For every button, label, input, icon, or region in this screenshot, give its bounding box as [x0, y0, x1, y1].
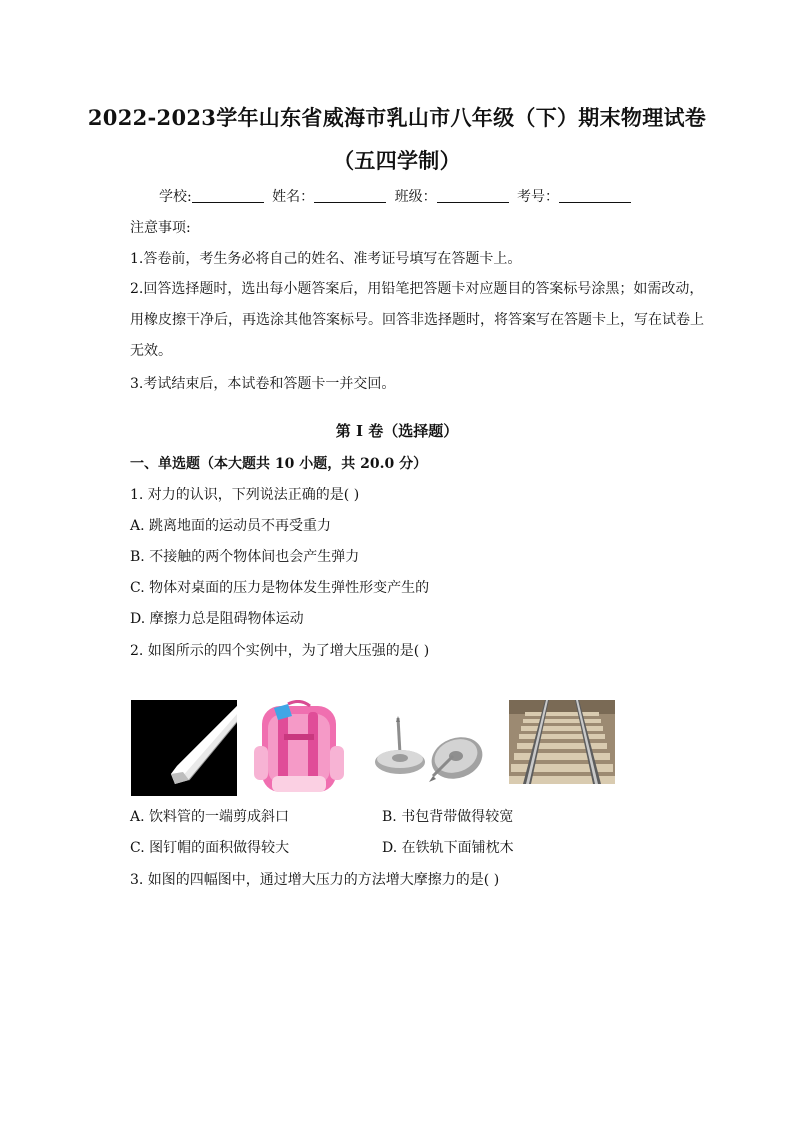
question-1-stem: 1. 对力的认识，下列说法正确的是( )	[130, 487, 360, 503]
notice-item-1: 1.答卷前，考生务必将自己的姓名、准考证号填写在答题卡上。	[130, 251, 522, 267]
notice-item-2: 2.回答选择题时，选出每小题答案后，用铅笔把答题卡对应题目的答案标号涂黑；如需改动，用橡皮擦干净后，再选涂其他答案标号。回答非选择题时，将答案写在答题卡上，写在试卷上无效。	[130, 281, 704, 359]
straw-image	[131, 700, 237, 796]
question-1-option-d: D. 摩擦力总是阻碍物体运动	[130, 611, 304, 627]
question-1-option-a: A. 跳离地面的运动员不再受重力	[130, 518, 332, 534]
class-label: 班级：	[394, 189, 437, 205]
notice-item-3: 3.考试结束后，本试卷和答题卡一并交回。	[130, 376, 396, 392]
question-1-option-b: B. 不接触的两个物体间也会产生弹力	[130, 549, 360, 565]
name-blank[interactable]	[314, 188, 386, 203]
question-1-option-c: C. 物体对桌面的压力是物体发生弹性形变产生的	[130, 580, 430, 596]
exam-number-blank[interactable]	[559, 188, 631, 203]
section-heading: 一、单选题（本大题共 10 小题，共 20.0 分）	[130, 456, 428, 472]
question-3-stem: 3. 如图的四幅图中，通过增大压力的方法增大摩擦力的是( )	[130, 872, 500, 888]
name-label: 姓名：	[272, 189, 315, 205]
exam-subtitle: （五四学制）	[333, 148, 461, 173]
exam-title: 2022-2023学年山东省威海市乳山市八年级（下）期末物理试卷	[87, 105, 707, 130]
student-info-line	[0, 186, 794, 206]
question-2-option-d: D. 在铁轨下面铺枕木	[382, 840, 514, 856]
exam-number-label: 考号：	[517, 189, 560, 205]
part-title: 第 I 卷（选择题）	[335, 422, 459, 440]
railway-track-image	[509, 700, 615, 784]
question-2-option-b: B. 书包背带做得较宽	[382, 809, 514, 825]
school-label: 学校:	[158, 189, 192, 205]
backpack-image	[248, 700, 348, 796]
question-2-option-a: A. 饮料管的一端剪成斜口	[130, 809, 290, 825]
class-blank[interactable]	[437, 188, 509, 203]
notice-heading: 注意事项:	[130, 220, 191, 236]
thumbtack-image	[369, 700, 489, 796]
question-2-stem: 2. 如图所示的四个实例中，为了增大压强的是( )	[130, 643, 430, 659]
question-2-option-c: C. 图钉帽的面积做得较大	[130, 840, 290, 856]
school-blank[interactable]	[192, 188, 264, 203]
